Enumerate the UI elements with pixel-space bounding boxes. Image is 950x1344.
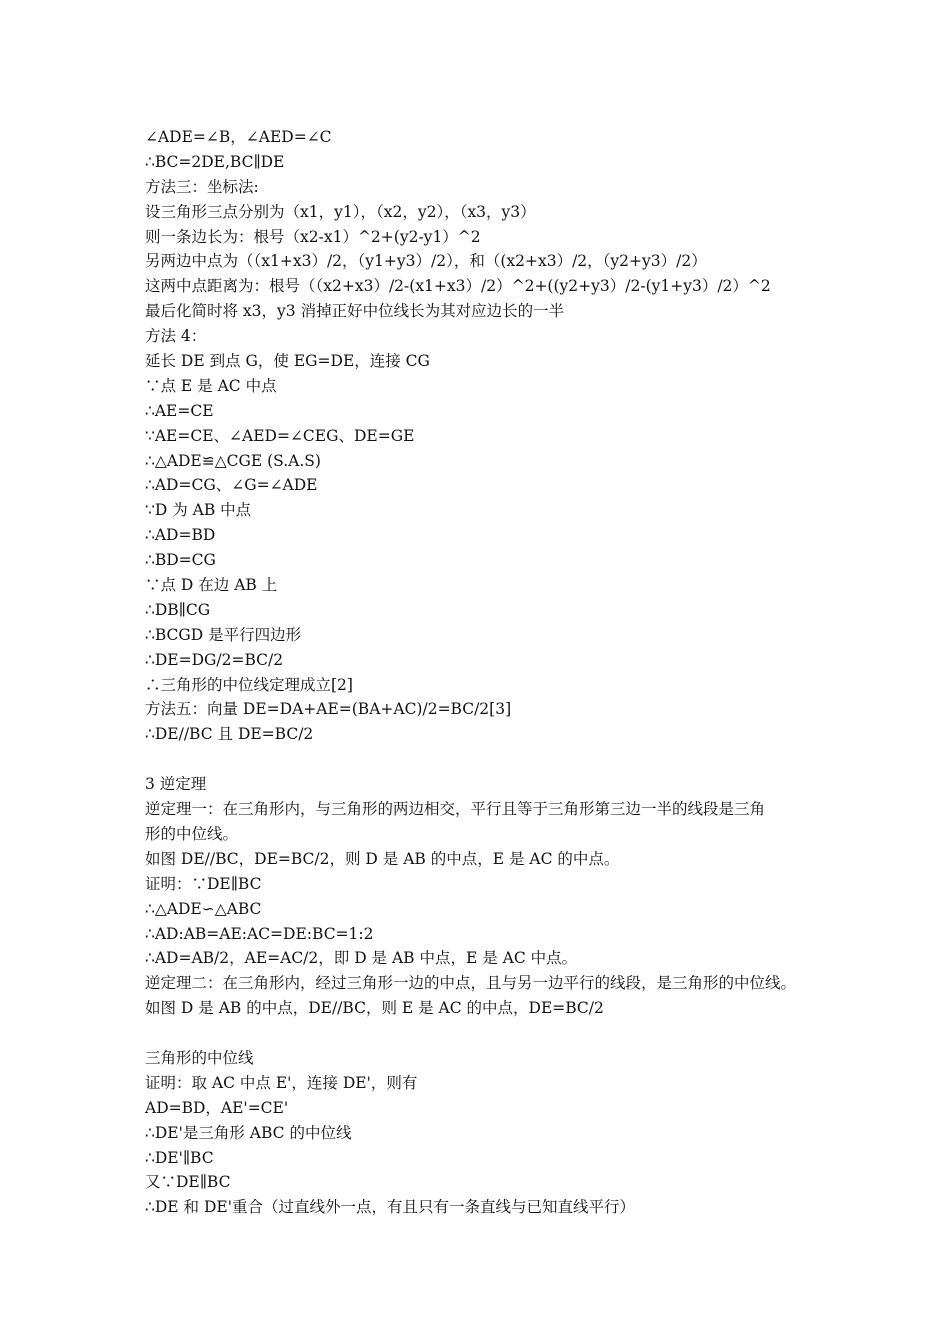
text-line: ∵D 为 AB 中点 (145, 501, 252, 520)
text-line: ∴DE'是三角形 ABC 的中位线 (145, 1123, 352, 1142)
paragraph-spacer (145, 747, 835, 772)
text-line: ∵点 D 在边 AB 上 (145, 576, 278, 595)
text-line: 证明：取 AC 中点 E'，连接 DE'，则有 (145, 1073, 418, 1092)
text-line: 这两中点距离为：根号（（x2+x3）/2-(x1+x3）/2）^2+((y2+y3）/2-(y1+y3）/2）^2 (145, 277, 771, 296)
section-heading: 三角形的中位线 (145, 1048, 254, 1067)
text-line: 另两边中点为（（x1+x3）/2，（y1+y3）/2），和（(x2+x3）/2，（y2+y3）/2） (145, 252, 707, 271)
text-line: 形的中位线。 (145, 824, 239, 843)
text-line: ∴BC=2DE,BC∥DE (145, 152, 285, 171)
text-line: 逆定理二：在三角形内，经过三角形一边的中点，且与另一边平行的线段，是三角形的中位线。 (145, 974, 797, 993)
text-line: 如图 DE//BC，DE=BC/2，则 D 是 AB 的中点，E 是 AC 的中点。 (145, 849, 620, 868)
text-line: ∴BD=CG (145, 551, 216, 570)
text-line: ∠ADE=∠B，∠AED=∠C (145, 128, 332, 146)
text-line: 方法 4： (145, 327, 207, 346)
text-line: 最后化简时将 x3，y3 消掉正好中位线长为其对应边长的一半 (145, 302, 565, 321)
text-line: ∴△ADE∽△ABC (145, 899, 262, 918)
text-line: 证明：∵DE∥BC (145, 874, 262, 893)
text-line: ∴DB∥CG (145, 600, 211, 619)
proof-section (145, 125, 835, 747)
text-line: ∴BCGD 是平行四边形 (145, 625, 302, 644)
text-line: ∴DE//BC 且 DE=BC/2 (145, 725, 314, 744)
text-line: 如图 D 是 AB 的中点，DE//BC，则 E 是 AC 的中点，DE=BC/2 (145, 999, 604, 1018)
text-line: 逆定理一：在三角形内，与三角形的两边相交，平行且等于三角形第三边一半的线段是三角 (145, 800, 766, 819)
text-line: ∴AD=AB/2，AE=AC/2，即 D 是 AB 中点，E 是 AC 中点。 (145, 949, 578, 968)
text-line: AD=BD，AE'=CE' (145, 1098, 289, 1117)
text-line: 又∵DE∥BC (145, 1173, 231, 1192)
text-line: ∴DE 和 DE'重合（过直线外一点，有且只有一条直线与已知直线平行） (145, 1198, 635, 1217)
text-line: ∴AE=CE (145, 401, 214, 420)
text-line: 延长 DE 到点 G，使 EG=DE，连接 CG (145, 352, 430, 371)
text-line: ∵点 E 是 AC 中点 (145, 376, 277, 395)
text-line: ∴△ADE≌△CGE (S.A.S) (145, 451, 321, 470)
text-line: ∴AD=CG、∠G=∠ADE (145, 476, 318, 495)
text-line: ∴DE=DG/2=BC/2 (145, 650, 284, 669)
text-line: 方法三：坐标法: (145, 177, 259, 196)
text-line: ∴DE'∥BC (145, 1148, 214, 1167)
section-heading: 3 逆定理 (145, 775, 207, 794)
text-line: 则一条边长为：根号（x2-x1）^2+(y2-y1）^2 (145, 227, 481, 246)
document-body (145, 125, 835, 1220)
text-line: 设三角形三点分别为（x1，y1），（x2，y2），（x3，y3） (145, 202, 536, 221)
text-line: ∵AE=CE、∠AED=∠CEG、DE=GE (145, 426, 415, 445)
text-line: ∴AD:AB=AE:AC=DE:BC=1:2 (145, 924, 374, 943)
converse-theorem-section (145, 772, 835, 1021)
text-line: ∴AD=BD (145, 526, 216, 545)
midline-section (145, 1046, 835, 1220)
paragraph-spacer (145, 1021, 835, 1046)
text-line: 方法五：向量 DE=DA+AE=(BA+AC)/2=BC/2[3] (145, 700, 512, 719)
text-line: ∴三角形的中位线定理成立[2] (145, 675, 353, 694)
